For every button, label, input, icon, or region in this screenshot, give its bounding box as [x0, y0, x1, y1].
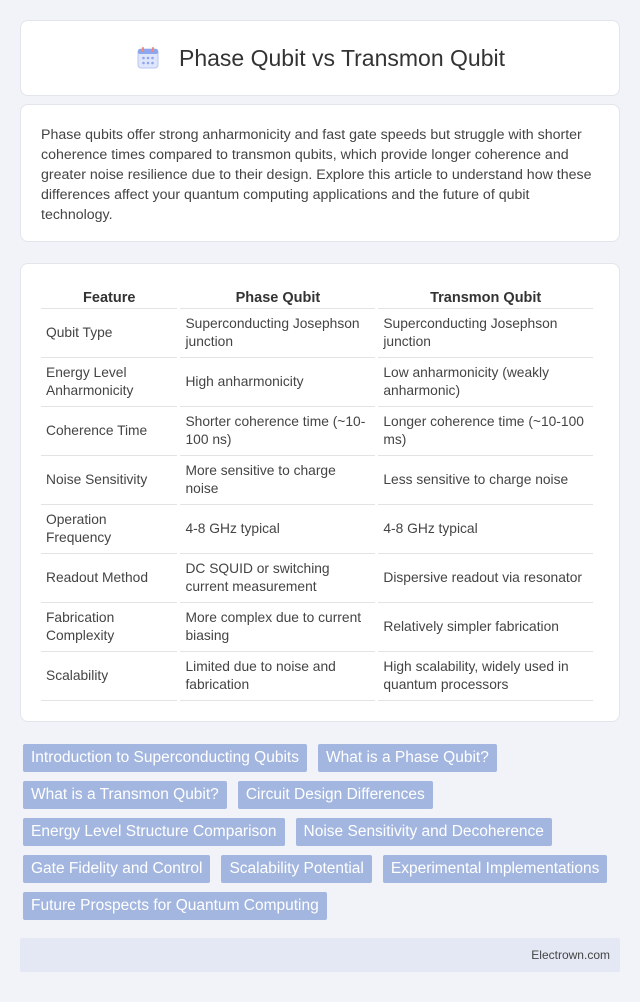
page-title: Phase Qubit vs Transmon Qubit: [179, 44, 505, 71]
topic-tag-scalability[interactable]: Scalability Potential: [221, 855, 371, 883]
column-header-feature: Feature: [41, 284, 177, 309]
table-cell-transmon: Superconducting Josephson junction: [378, 309, 593, 358]
table-row: [41, 407, 593, 456]
footer-site-name[interactable]: Electrown.com: [531, 948, 610, 962]
table-cell-transmon: Low anharmonicity (weakly anharmonic): [378, 358, 593, 407]
calendar-icon: [135, 45, 161, 71]
topic-tag-future-prospects[interactable]: Future Prospects for Quantum Computing: [23, 892, 327, 920]
table-cell-feature: Readout Method: [41, 554, 177, 603]
table-row: [41, 603, 593, 652]
table-cell-transmon: Longer coherence time (~10-100 ms): [378, 407, 593, 456]
table-cell-phase: DC SQUID or switching current measurement: [180, 554, 375, 603]
topic-tag-phase-qubit[interactable]: What is a Phase Qubit?: [318, 744, 497, 772]
topic-tag-transmon-qubit[interactable]: What is a Transmon Qubit?: [23, 781, 227, 809]
comparison-table-card: [20, 263, 620, 722]
title-card: [20, 20, 620, 96]
intro-card: [20, 104, 620, 242]
table-row: [41, 652, 593, 701]
topic-tag-gate-fidelity[interactable]: Gate Fidelity and Control: [23, 855, 210, 883]
topic-tag-experimental[interactable]: Experimental Implementations: [383, 855, 608, 883]
table-header-row: [41, 284, 593, 309]
table-cell-phase: More sensitive to charge noise: [180, 456, 375, 505]
table-cell-phase: More complex due to current biasing: [180, 603, 375, 652]
table-cell-feature: Operation Frequency: [41, 505, 177, 554]
comparison-table: [38, 284, 596, 701]
table-cell-transmon: Dispersive readout via resonator: [378, 554, 593, 603]
intro-paragraph: Phase qubits offer strong anharmonicity and fast gate speeds but struggle with shorter coherence times compared to transmon qubits, which provide longer coherence and greater noise resilience due to their design. Explore this article to understand how these differences affect your quantum computing applications and the future of qubit technology.: [41, 127, 592, 223]
table-row: [41, 358, 593, 407]
table-cell-phase: High anharmonicity: [180, 358, 375, 407]
table-cell-phase: Shorter coherence time (~10-100 ns): [180, 407, 375, 456]
footer: [20, 938, 620, 972]
table-cell-phase: Superconducting Josephson junction: [180, 309, 375, 358]
table-row: [41, 309, 593, 358]
table-row: [41, 456, 593, 505]
table-row: [41, 554, 593, 603]
table-cell-transmon: 4-8 GHz typical: [378, 505, 593, 554]
table-cell-feature: Energy Level Anharmonicity: [41, 358, 177, 407]
related-topics: [20, 744, 620, 920]
table-row: [41, 505, 593, 554]
topic-tag-introduction[interactable]: Introduction to Superconducting Qubits: [23, 744, 307, 772]
table-cell-feature: Noise Sensitivity: [41, 456, 177, 505]
column-header-transmon-qubit: Transmon Qubit: [378, 284, 593, 309]
table-cell-feature: Qubit Type: [41, 309, 177, 358]
table-cell-feature: Coherence Time: [41, 407, 177, 456]
table-cell-transmon: Less sensitive to charge noise: [378, 456, 593, 505]
table-cell-transmon: Relatively simpler fabrication: [378, 603, 593, 652]
table-cell-phase: Limited due to noise and fabrication: [180, 652, 375, 701]
topic-tag-energy-level[interactable]: Energy Level Structure Comparison: [23, 818, 285, 846]
column-header-phase-qubit: Phase Qubit: [180, 284, 375, 309]
table-cell-feature: Scalability: [41, 652, 177, 701]
table-cell-phase: 4-8 GHz typical: [180, 505, 375, 554]
topic-tag-circuit-design[interactable]: Circuit Design Differences: [238, 781, 433, 809]
table-cell-feature: Fabrication Complexity: [41, 603, 177, 652]
topic-tag-noise-sensitivity[interactable]: Noise Sensitivity and Decoherence: [296, 818, 552, 846]
table-cell-transmon: High scalability, widely used in quantum processors: [378, 652, 593, 701]
